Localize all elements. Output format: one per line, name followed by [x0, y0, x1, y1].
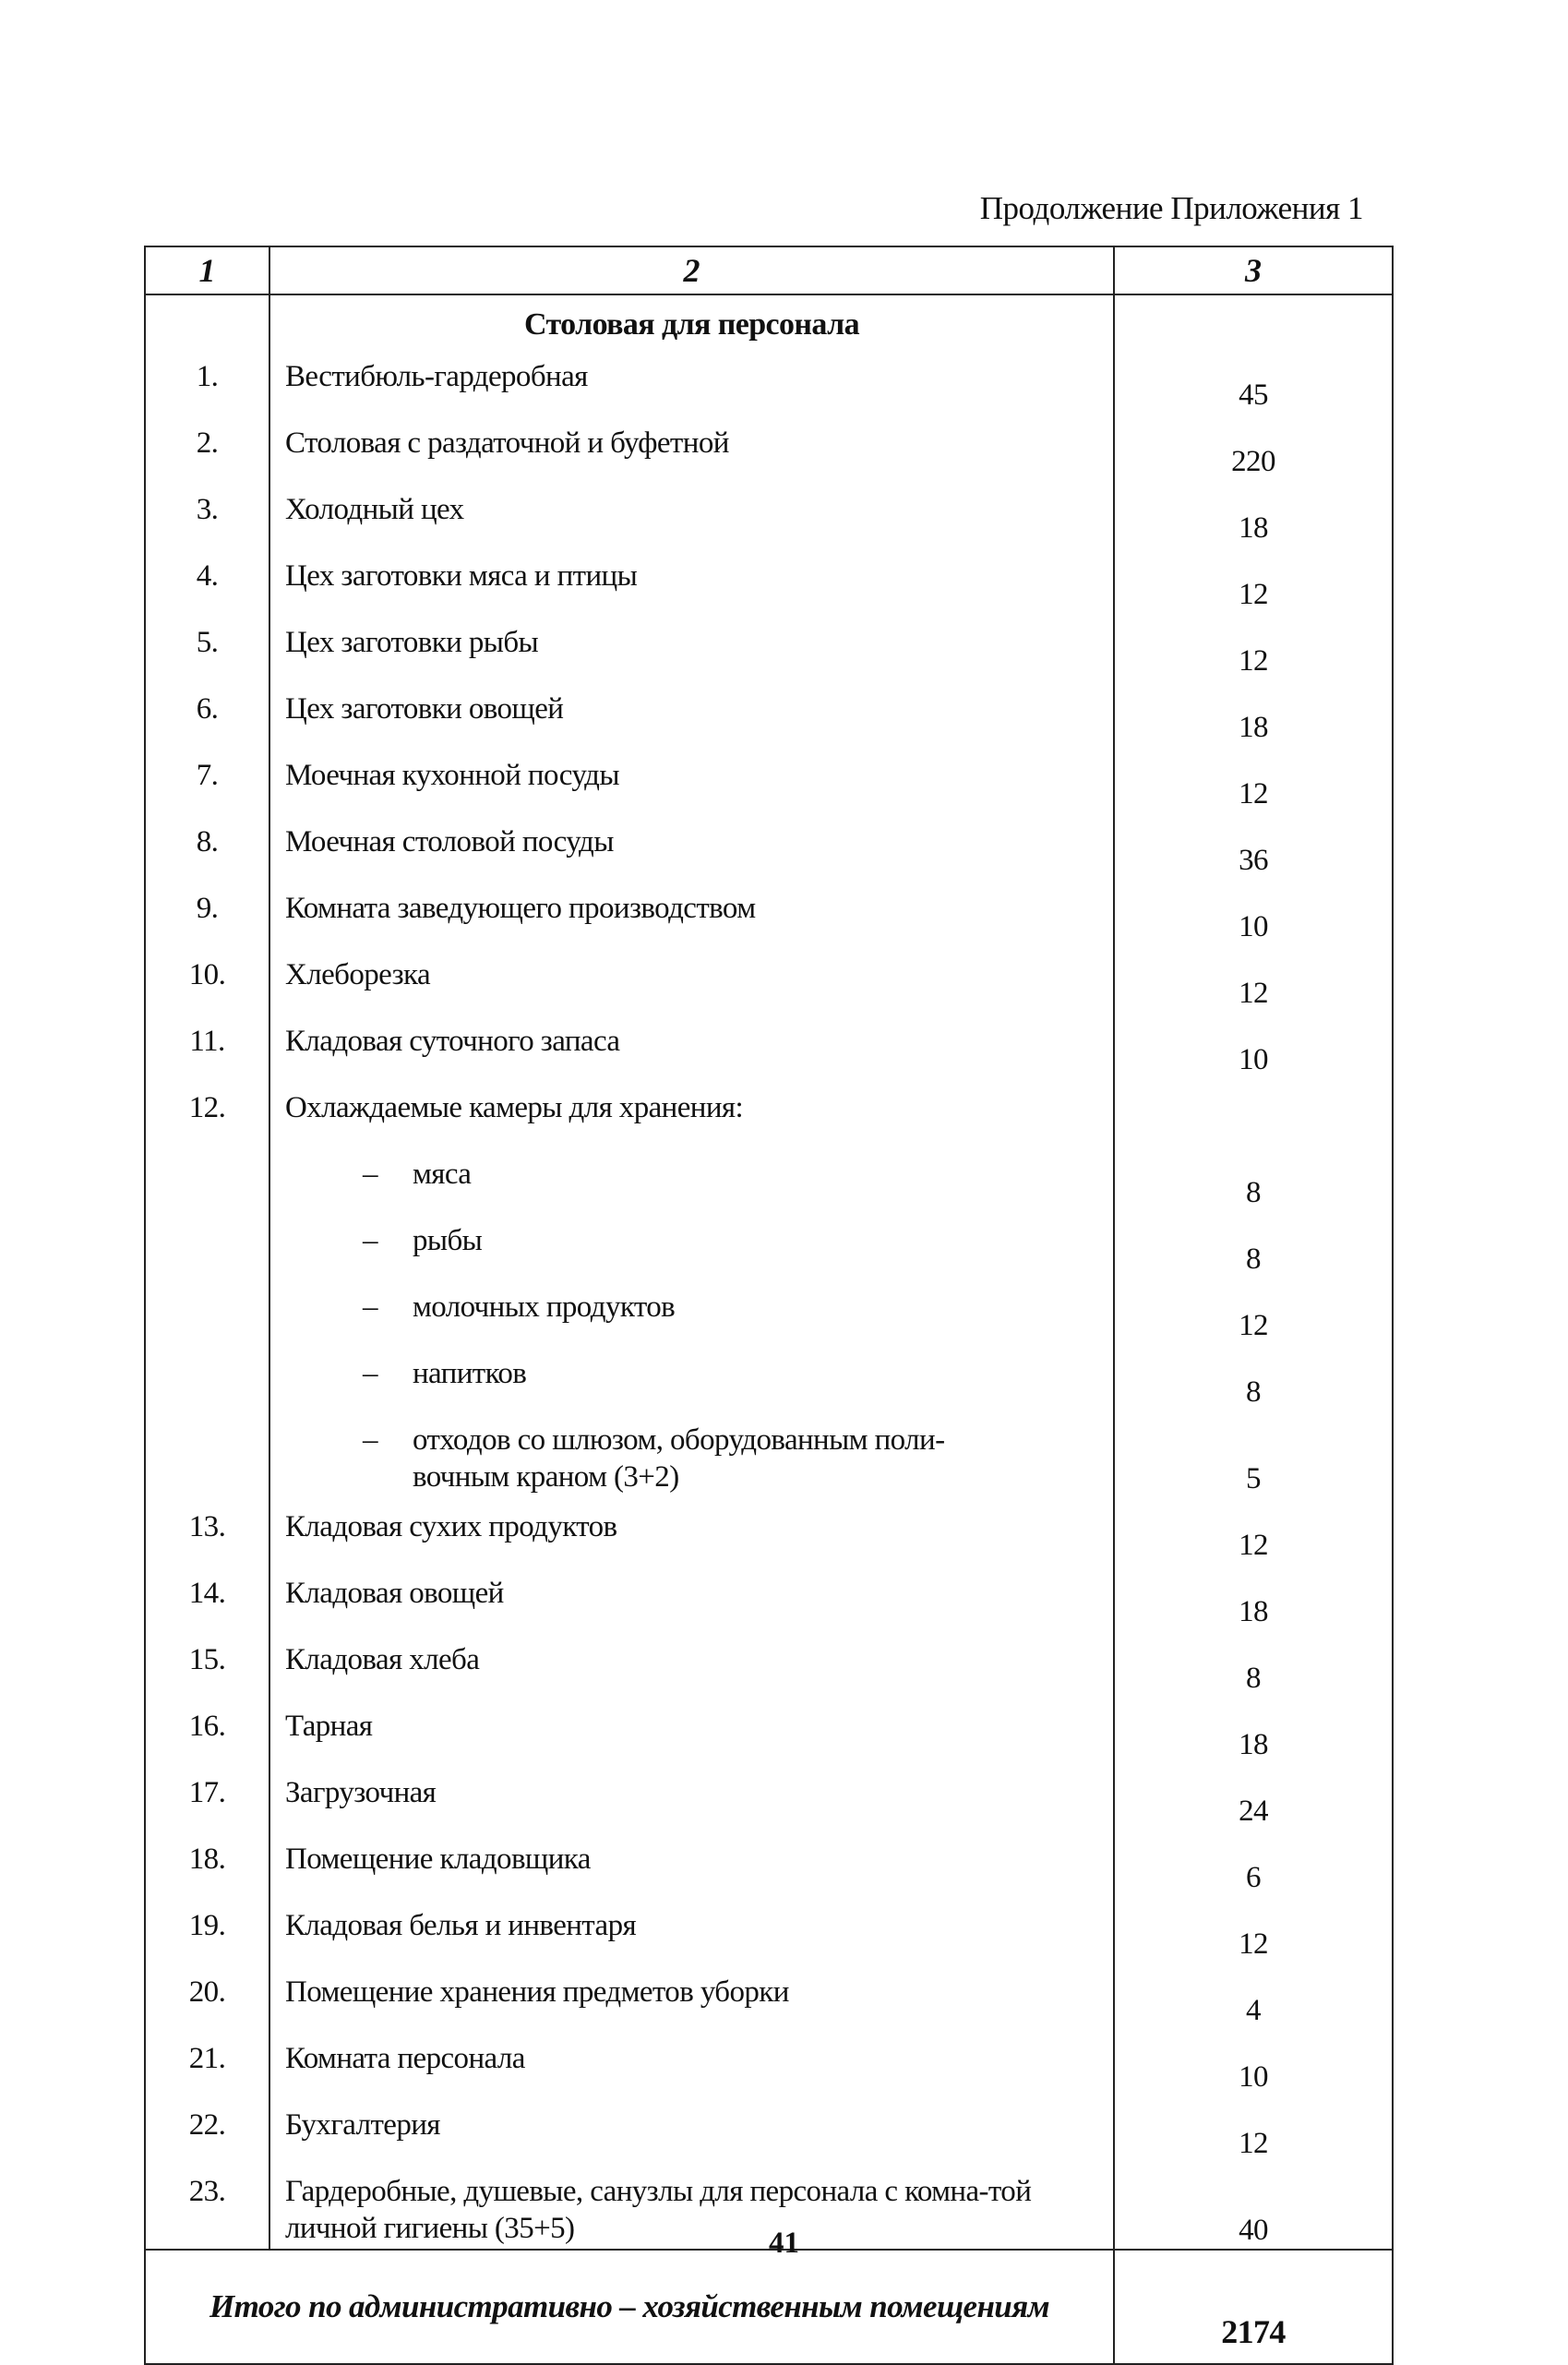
- area-value: 18: [1239, 1728, 1268, 1761]
- dash-marker: –: [363, 1357, 377, 1390]
- table-subrow: [145, 1411, 1393, 1497]
- room-name: Помещение кладовщика: [269, 1830, 1114, 1896]
- area-value: 6: [1246, 1861, 1261, 1894]
- storage-item-label: рыбы: [413, 1224, 483, 1257]
- area-value: 8: [1246, 1176, 1261, 1209]
- area-value: 4: [1246, 1994, 1261, 2027]
- dash-marker: –: [363, 1291, 377, 1324]
- area-value: 18: [1239, 1595, 1268, 1628]
- storage-item: [269, 1211, 1114, 1278]
- area-value: 5: [1246, 1462, 1261, 1495]
- row-number: 2.: [145, 414, 269, 480]
- area-value: 18: [1239, 711, 1268, 744]
- storage-item-label: молочных продуктов: [413, 1291, 676, 1324]
- row-number-empty: [145, 1344, 269, 1411]
- table-row: [145, 1896, 1393, 1963]
- room-name: Цех заготовки овощей: [269, 679, 1114, 746]
- table-subrow: [145, 1211, 1393, 1278]
- table-row: [145, 2095, 1393, 2162]
- dash-marker: –: [363, 1224, 377, 1257]
- room-name: Вестибюль-гардеробная: [269, 347, 1114, 414]
- table-row: [145, 480, 1393, 546]
- continuation-caption: Продолжение Приложения 1: [979, 190, 1363, 226]
- room-name: Помещение хранения предметов уборки: [269, 1963, 1114, 2029]
- column-header-2: 2: [269, 246, 1114, 294]
- area-value: 24: [1239, 1795, 1268, 1828]
- storage-item-label: мяса: [413, 1158, 472, 1191]
- room-name: Цех заготовки рыбы: [269, 613, 1114, 679]
- column-header-1: 1: [145, 246, 269, 294]
- area-value: 18: [1239, 511, 1268, 545]
- room-name: Бухгалтерия: [269, 2095, 1114, 2162]
- table-subrow: [145, 1278, 1393, 1344]
- table-row: [145, 613, 1393, 679]
- area-value: 8: [1246, 1243, 1261, 1276]
- area-value: 12: [1239, 1309, 1268, 1342]
- area-value: 12: [1239, 977, 1268, 1010]
- page-number: 41: [769, 2227, 799, 2260]
- storage-item: [269, 1145, 1114, 1211]
- row-number: 20.: [145, 1963, 269, 2029]
- room-name: Моечная столовой посуды: [269, 812, 1114, 879]
- table-row: [145, 2029, 1393, 2095]
- section-title: Столовая для персонала: [269, 294, 1114, 347]
- section-value-cell: [1114, 294, 1393, 347]
- table-row: [145, 1963, 1393, 2029]
- table-subrow: [145, 1344, 1393, 1411]
- table-subrow: [145, 1145, 1393, 1211]
- table-row: [145, 414, 1393, 480]
- room-name: Кладовая сухих продуктов: [269, 1497, 1114, 1564]
- row-number: 12.: [145, 1078, 269, 1145]
- row-number-empty: [145, 1411, 269, 1497]
- table-row: [145, 1497, 1393, 1564]
- row-number: 6.: [145, 679, 269, 746]
- area-value: 45: [1239, 378, 1268, 412]
- room-name: Моечная кухонной посуды: [269, 746, 1114, 812]
- room-name: Кладовая овощей: [269, 1564, 1114, 1630]
- row-number: 4.: [145, 546, 269, 613]
- section-num-cell: [145, 294, 269, 347]
- table-header-row: [145, 246, 1393, 294]
- row-number: 1.: [145, 347, 269, 414]
- table-row: [145, 879, 1393, 945]
- premises-table-container: [144, 246, 1392, 2365]
- storage-item-label: отходов со шлюзом, оборудованным поли-вочным краном (3+2): [413, 1423, 945, 1494]
- row-number: 19.: [145, 1896, 269, 1963]
- room-name: Охлаждаемые камеры для хранения:: [269, 1078, 1114, 1145]
- storage-item: [269, 1344, 1114, 1411]
- room-name: Комната заведующего производством: [269, 879, 1114, 945]
- table-row: [145, 1012, 1393, 1078]
- row-number: 17.: [145, 1763, 269, 1830]
- section-title-row: [145, 294, 1393, 347]
- table-row: [145, 1078, 1393, 1145]
- area-value: 12: [1239, 2127, 1268, 2160]
- area-value: 12: [1239, 578, 1268, 611]
- room-name: Кладовая хлеба: [269, 1630, 1114, 1697]
- room-name: Гардеробные, душевые, санузлы для персонала с комна-той личной гигиены (35+5): [269, 2162, 1114, 2250]
- row-number: 14.: [145, 1564, 269, 1630]
- area-value: 10: [1239, 1043, 1268, 1076]
- table-row: [145, 1564, 1393, 1630]
- storage-item-label: напитков: [413, 1357, 527, 1390]
- table-row: [145, 347, 1393, 414]
- total-label: Итого по административно – хозяйственным помещениям: [145, 2250, 1114, 2364]
- area-value: [1114, 1078, 1393, 1145]
- room-name: Кладовая суточного запаса: [269, 1012, 1114, 1078]
- room-name: Хлеборезка: [269, 945, 1114, 1012]
- row-number-empty: [145, 1145, 269, 1211]
- table-row: [145, 945, 1393, 1012]
- area-value: 8: [1246, 1375, 1261, 1409]
- storage-item: [269, 1411, 1114, 1497]
- row-number: 5.: [145, 613, 269, 679]
- row-number: 21.: [145, 2029, 269, 2095]
- table-row: [145, 746, 1393, 812]
- row-number-empty: [145, 1211, 269, 1278]
- row-number: 15.: [145, 1630, 269, 1697]
- row-number: 9.: [145, 879, 269, 945]
- table-row: [145, 546, 1393, 613]
- storage-item: [269, 1278, 1114, 1344]
- row-number: 13.: [145, 1497, 269, 1564]
- room-name: Холодный цех: [269, 480, 1114, 546]
- area-value: 12: [1239, 644, 1268, 678]
- row-number-empty: [145, 1278, 269, 1344]
- row-number: 3.: [145, 480, 269, 546]
- premises-table: [144, 246, 1394, 2365]
- room-name: Загрузочная: [269, 1763, 1114, 1830]
- row-number: 10.: [145, 945, 269, 1012]
- row-number: 11.: [145, 1012, 269, 1078]
- table-row: [145, 679, 1393, 746]
- area-value: 12: [1239, 1529, 1268, 1562]
- table-row: [145, 1763, 1393, 1830]
- area-value: 220: [1231, 445, 1275, 478]
- area-value: 36: [1239, 844, 1268, 877]
- area-value: 40: [1239, 2214, 1268, 2247]
- row-number: 16.: [145, 1697, 269, 1763]
- row-number: 23.: [145, 2162, 269, 2250]
- row-number: 8.: [145, 812, 269, 879]
- dash-marker: –: [363, 1423, 377, 1457]
- room-name: Комната персонала: [269, 2029, 1114, 2095]
- row-number: 7.: [145, 746, 269, 812]
- row-number: 22.: [145, 2095, 269, 2162]
- total-row: [145, 2250, 1393, 2364]
- table-row: [145, 1697, 1393, 1763]
- room-name: Кладовая белья и инвентаря: [269, 1896, 1114, 1963]
- area-value: 10: [1239, 910, 1268, 943]
- area-value: 12: [1239, 1927, 1268, 1961]
- total-value: 2174: [1114, 2250, 1393, 2364]
- table-row: [145, 1630, 1393, 1697]
- area-value: 10: [1239, 2060, 1268, 2094]
- area-value: 8: [1246, 1662, 1261, 1695]
- table-row: [145, 1830, 1393, 1896]
- area-value: 12: [1239, 777, 1268, 810]
- room-name: Цех заготовки мяса и птицы: [269, 546, 1114, 613]
- table-row: [145, 812, 1393, 879]
- row-number: 18.: [145, 1830, 269, 1896]
- column-header-3: 3: [1114, 246, 1393, 294]
- dash-marker: –: [363, 1158, 377, 1191]
- room-name: Тарная: [269, 1697, 1114, 1763]
- room-name: Столовая с раздаточной и буфетной: [269, 414, 1114, 480]
